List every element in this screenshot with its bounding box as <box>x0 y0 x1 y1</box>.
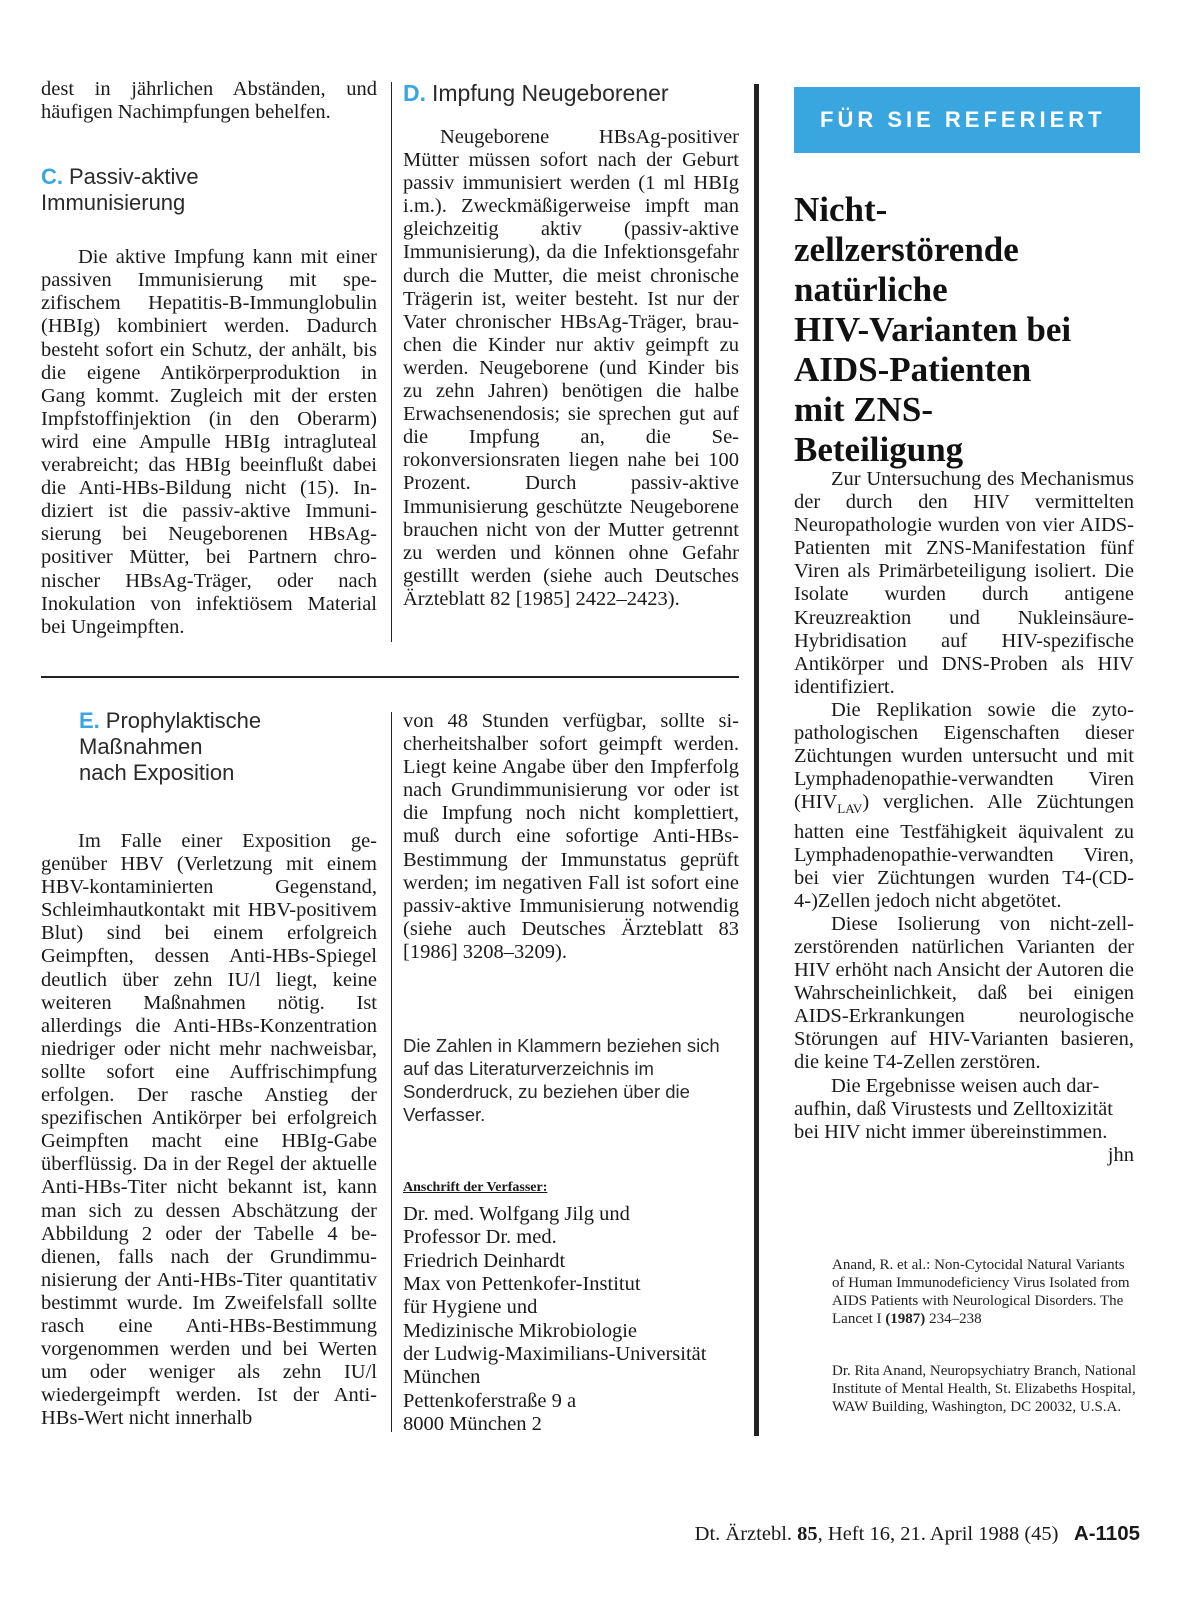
sidebar-rule <box>754 84 759 1436</box>
section-e-title-line-3: nach Exposition <box>79 760 235 785</box>
address-line: Medizinische Mikrobiologie <box>403 1319 637 1342</box>
continuation-text: dest in jährlichen Abständen, und häufigen Nachimpfungen behelfen. <box>41 78 377 124</box>
author-signature: jhn <box>1107 1143 1134 1166</box>
title-line: Nicht- <box>794 190 888 229</box>
column-2-bottom <box>403 710 739 1436</box>
address-line: München <box>403 1366 481 1389</box>
address-line: Dr. med. Wolfgang Jilg und <box>403 1203 630 1226</box>
section-d-letter: D. <box>403 80 426 106</box>
sidebar-paragraph-3: Diese Isolierung von nicht-zellzerstörenden natürlichen Varianten der HIV erhöht nach Ansicht der Autoren die Wahrscheinlichkeit, daß bei einigen AIDS-Erkrankungen neurologische Störungen auf HIV-Varianten basieren, die keine T4-Zellen zerstören. <box>794 912 1134 1074</box>
literature-note: Die Zahlen in Klammern beziehen sich auf das Literaturverzeichnis im Sonderdruck, zu beziehen über die Verfasser. <box>403 1035 720 1126</box>
page-footer <box>0 1522 1140 1546</box>
address-line: Pettenkoferstraße 9 a <box>403 1389 577 1412</box>
column-1-bottom <box>41 708 377 1430</box>
address-line: Max von Pettenkofer-Institut <box>403 1273 641 1296</box>
column-divider-bottom <box>391 712 392 1432</box>
section-e-title-line-2: Maßnahmen <box>79 734 203 759</box>
address-line: für Hygiene und <box>403 1296 538 1319</box>
section-e-title-line-1: Prophylaktische <box>105 708 262 733</box>
title-line: HIV-Varianten bei <box>794 310 1072 349</box>
title-line: mit ZNS- <box>794 390 934 429</box>
section-c-title-line-1: Passiv-aktive <box>69 164 199 190</box>
sidebar-paragraph-4-text: Die Ergebnisse weisen auch daraufhin, daß Virustests und Zelltoxizität bei HIV nicht immer übereinstimmen. <box>794 1074 1113 1143</box>
title-line: natürliche <box>794 270 948 309</box>
sidebar-paragraph-4 <box>794 1074 1134 1166</box>
sidebar-paragraph-2-part-b: ) verglichen. Alle Züchtungen hatten eine Testfähigkeit äquivalent zu Lymphadenopathie-verwandten Viren, bei vier Züchtungen wurden T4-(CD-4-)Zellen jedoch nicht abgetötet. <box>794 791 1134 912</box>
sidebar-paragraph-2-part-a: Die Replikation sowie die zytopathologischen Eigenschaften dieser Züchtungen wurden untersucht und mit Lymphadenopathie-verwandten Viren (HIV <box>794 698 1134 814</box>
title-line: AIDS-Patienten <box>794 350 1032 389</box>
column-divider-top <box>391 82 392 642</box>
article-title <box>794 190 1144 470</box>
section-c-body: Die aktive Impfung kann mit einer passiven Immunisierung mit spezifischem Hepatitis-B-Immunglobulin (HBIg) kombiniert werden. Dadurch besteht sofort ein Schutz, der anhält, bis die eigene Antikörperproduktion in Gang kommt. Zugleich mit der ersten Impfstoffinjektion (in den Oberarm) wird eine Ampulle HBIg intragluteal verabreicht; das HBIg beeinflußt dabei die Anti-HBs-Bildung nicht (15). Indiziert ist die passiv-aktive Immunisierung bei Neugeborenen HBsAg-positiver Mütter, bei Partnern chronischer HBsAg-Träger, oder nach Inokulation von infektiösem Material bei Ungeimpften. <box>41 246 377 638</box>
section-e-letter: E. <box>79 708 100 733</box>
section-c-letter: C. <box>41 164 63 190</box>
footer-journal: Dt. Ärztebl. <box>694 1523 798 1545</box>
address-line: Professor Dr. med. <box>403 1226 557 1249</box>
reference-pages: 234–238 <box>925 1311 982 1327</box>
title-line: Beteiligung <box>794 430 964 469</box>
hiv-lav-subscript: LAV <box>837 801 863 817</box>
reference-citation <box>832 1256 1138 1328</box>
sidebar-paragraph-2 <box>794 699 1134 913</box>
footer-volume: 85 <box>797 1523 818 1545</box>
address-line: Friedrich Deinhardt <box>403 1249 566 1272</box>
title-line: zellzerstörende <box>794 230 1019 269</box>
section-e-body: Im Falle einer Exposition gegenüber HBV (Verletzung mit einem HBV-kontaminierten Gegenstand, Schleimhautkontakt mit HBV-positivem Blut) sind bei einem erfolgreich Geimpften, dessen Anti-HBs-Spiegel deutlich über zehn IU/l liegt, keine weiteren Maßnahmen nötig. Ist allerdings die Anti-HBs-Konzentration niedriger oder nicht mehr nachweisbar, sollte sofort eine Auffrischimpfung erfolgen. Der rasche Anstieg der spezifischen Antikörper bei erfolgreich Geimpften macht eine HBIg-Gabe überflüssig. Da in der Regel der aktuelle Anti-HBs-Titer nicht bekannt ist, kann man sich zu dessen Abschätzung der Abbildung 2 oder der Tabelle 4 bedienen, falls nach der Grundimmunisierung der Anti-HBs-Titer quantitativ bestimmt wurde. Im Zweifelsfall sollte rasch eine Anti-HBs-Bestimmung vorgenommen werden und bei Werten um oder weniger als zehn IU/l wiedergeimpft werden. Ist der Anti-HBs-Wert nicht innerhalb <box>41 830 377 1430</box>
column-2-top <box>403 80 739 611</box>
address-block <box>403 1203 739 1436</box>
reference-year: (1987) <box>885 1311 926 1327</box>
reference-contact: Dr. Rita Anand, Neuropsychiatry Branch, National Institute of Mental Health, St. Elizabeths Hospital, WAW Building, Washington, DC 20032, U.S.A. <box>832 1363 1137 1415</box>
horizontal-divider <box>41 676 739 678</box>
address-label: Anschrift der Verfasser: <box>403 1180 548 1196</box>
address-line: der Ludwig-Maximilians-Universität <box>403 1342 707 1365</box>
fuer-sie-referiert-banner: FÜR SIE REFERIERT <box>794 87 1140 153</box>
section-d-heading <box>403 80 739 106</box>
footer-page-number: A-1105 <box>1073 1522 1140 1545</box>
sidebar-body <box>794 468 1134 1167</box>
section-c-title-line-2: Immunisierung <box>41 190 186 216</box>
section-e-heading <box>41 708 377 786</box>
sidebar-paragraph-1: Zur Untersuchung des Mechanismus der durch den HIV vermittelten Neuropathologie wurden von vier AIDS-Patienten mit ZNS-Manifestation fünf Viren als Primärbeteiligung isoliert. Die Isolate wurden durch antigene Kreuzreaktion und Nukleinsäure-Hybridisation auf HIV-spezifische Antikörper und DNS-Proben als HIV identifiziert. <box>794 468 1134 698</box>
section-d-body: Neugeborene HBsAg-positiver Mütter müssen sofort nach der Geburt passiv immunisiert werden (1 ml HBIg i.m.). Zweckmäßigerweise impft man gleichzeitig aktiv (passiv-aktive Immunisierung), da die Infektionsgefahr durch die Mutter, die meist chronische Trägerin ist, weiter besteht. Ist nur der Vater chronischer HBsAg-Träger, brauchen die Kinder nur aktiv geimpft zu werden. Neugeborene (und Kinder bis zu zehn Jahren) benötigen die halbe Erwachsenendosis; sie sprechen gut auf die Impfung an, die Serokonversionsraten liegen nahe bei 100 Prozent. Durch passiv-aktive Immunisierung geschützte Neugeborene brauchen nicht von der Mutter getrennt zu werden und können ohne Gefahr gestillt werden (siehe auch Deutsches Ärzteblatt 82 [1985] 2422–2423). <box>403 126 739 610</box>
section-d-title: Impfung Neugeborener <box>432 80 669 106</box>
column-1-top <box>41 78 377 639</box>
section-c-heading <box>41 164 377 216</box>
reference-text: Anand, R. et al.: Non-Cytocidal Natural Variants of Human Immunodeficiency Virus Isolated from AIDS Patients with Neurological Disorders. The Lancet I <box>832 1257 1130 1327</box>
address-line: 8000 München 2 <box>403 1412 542 1435</box>
section-e-continuation: von 48 Stunden verfügbar, sollte sicherheitshalber sofort geimpft werden. Liegt keine Angabe über den Impferfolg nach Grundimmunisierung vor oder ist die Impfung noch nicht komplettiert, muß durch eine sofortige Anti-HBs-Bestimmung der Immunstatus geprüft werden; im negativen Fall ist sofort eine passiv-aktive Immunisierung notwendig (siehe auch Deutsches Ärzteblatt 83 [1986] 3208–3209). <box>403 710 739 963</box>
footer-issue: , Heft 16, 21. April 1988 (45) <box>817 1523 1059 1545</box>
